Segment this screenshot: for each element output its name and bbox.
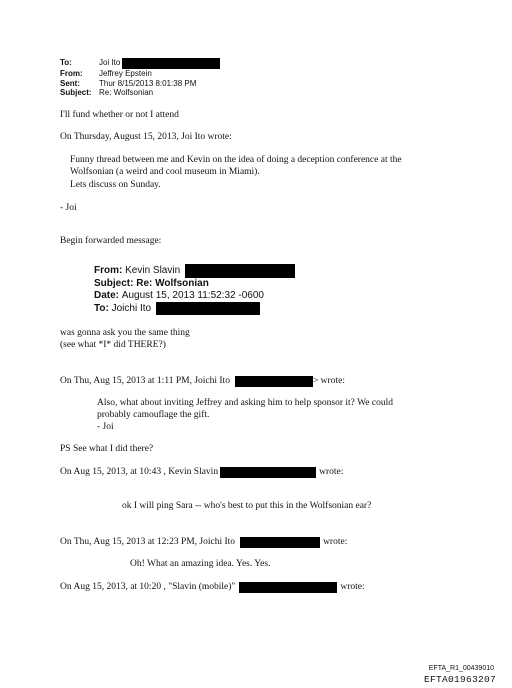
quoted-line: ok I will ping Sara -- who's best to put this in the Wolfsonian ear? [122, 501, 372, 511]
body-line: On Thursday, August 15, 2013, Joi Ito wrote: [60, 132, 232, 142]
signature: - Joi [97, 422, 114, 432]
redaction-box [156, 302, 260, 315]
sent-value: Thur 8/15/2013 8:01:38 PM [99, 78, 197, 88]
redaction-box [239, 582, 337, 593]
attribution-suffix: wrote: [319, 467, 344, 477]
quoted-line: Lets discuss on Sunday. [70, 180, 161, 190]
attribution-text: On Thu, Aug 15, 2013 at 12:23 PM, Joichi Ito [60, 537, 236, 547]
body-line: PS See what I did there? [60, 444, 154, 454]
attribution-line [60, 375, 345, 387]
to-label: To: [60, 58, 72, 67]
attribution-text: On Thu, Aug 15, 2013 at 1:11 PM, Joichi Ito [60, 376, 230, 386]
attribution-line [60, 581, 365, 593]
quoted-line: Also, what about inviting Jeffrey and asking him to help sponsor it? We could [97, 398, 393, 408]
quoted-line: Wolfsonian (a weird and cool museum in Miami). [70, 167, 260, 177]
quoted-line: probably camouflage the gift. [97, 410, 210, 420]
fwd-to-label: To: [94, 302, 109, 314]
bates-number-small: EFTA_R1_00439010 [428, 665, 494, 672]
forward-intro: Begin forwarded message: [60, 236, 162, 246]
quoted-line: Funny thread between me and Kevin on the idea of doing a deception conference at the [70, 155, 402, 165]
forwarded-header [94, 264, 295, 315]
body-line: was gonna ask you the same thing [60, 328, 190, 338]
body-line: (see what *I* did THERE?) [60, 340, 166, 350]
subject-value: Re: Wolfsonian [99, 88, 154, 97]
redaction-box [235, 376, 313, 387]
attribution-text: On Aug 15, 2013, at 10:43 , Kevin Slavin [60, 467, 219, 477]
redaction-box [122, 58, 220, 69]
attribution-line [60, 536, 347, 548]
quoted-line: Oh! What an amazing idea. Yes. Yes. [130, 559, 271, 569]
subject-label: Subject: [60, 88, 92, 97]
fwd-subject-value: Re: Wolfsonian [136, 278, 209, 289]
to-value: Joi Ito [99, 58, 121, 67]
bates-number: EFTA01963207 [423, 674, 496, 685]
redaction-box [240, 537, 320, 548]
fwd-subject-label: Subject: [94, 278, 134, 289]
redaction-box [220, 467, 316, 478]
fwd-to-value: Joichi Ito [111, 302, 152, 314]
attribution-suffix: wrote: [340, 582, 365, 592]
from-value: Jeffrey Epstein [99, 69, 152, 78]
attribution-text: On Aug 15, 2013, at 10:20 , "Slavin (mobile)" [60, 582, 236, 592]
fwd-date-label: Date: [94, 290, 120, 301]
signature: - Joi [60, 203, 77, 213]
attribution-suffix: > wrote: [312, 376, 345, 386]
sent-label: Sent: [60, 78, 80, 88]
attribution-line [60, 466, 343, 478]
fwd-from-label: From: [94, 265, 123, 276]
from-label: From: [60, 69, 83, 78]
redaction-box [185, 264, 295, 278]
email-header [60, 58, 220, 98]
attribution-suffix: wrote: [323, 537, 348, 547]
fwd-from-value: Kevin Slavin [125, 265, 181, 276]
body-line: I'll fund whether or not I attend [60, 110, 179, 120]
fwd-date-value: August 15, 2013 11:52:32 -0600 [121, 290, 264, 301]
